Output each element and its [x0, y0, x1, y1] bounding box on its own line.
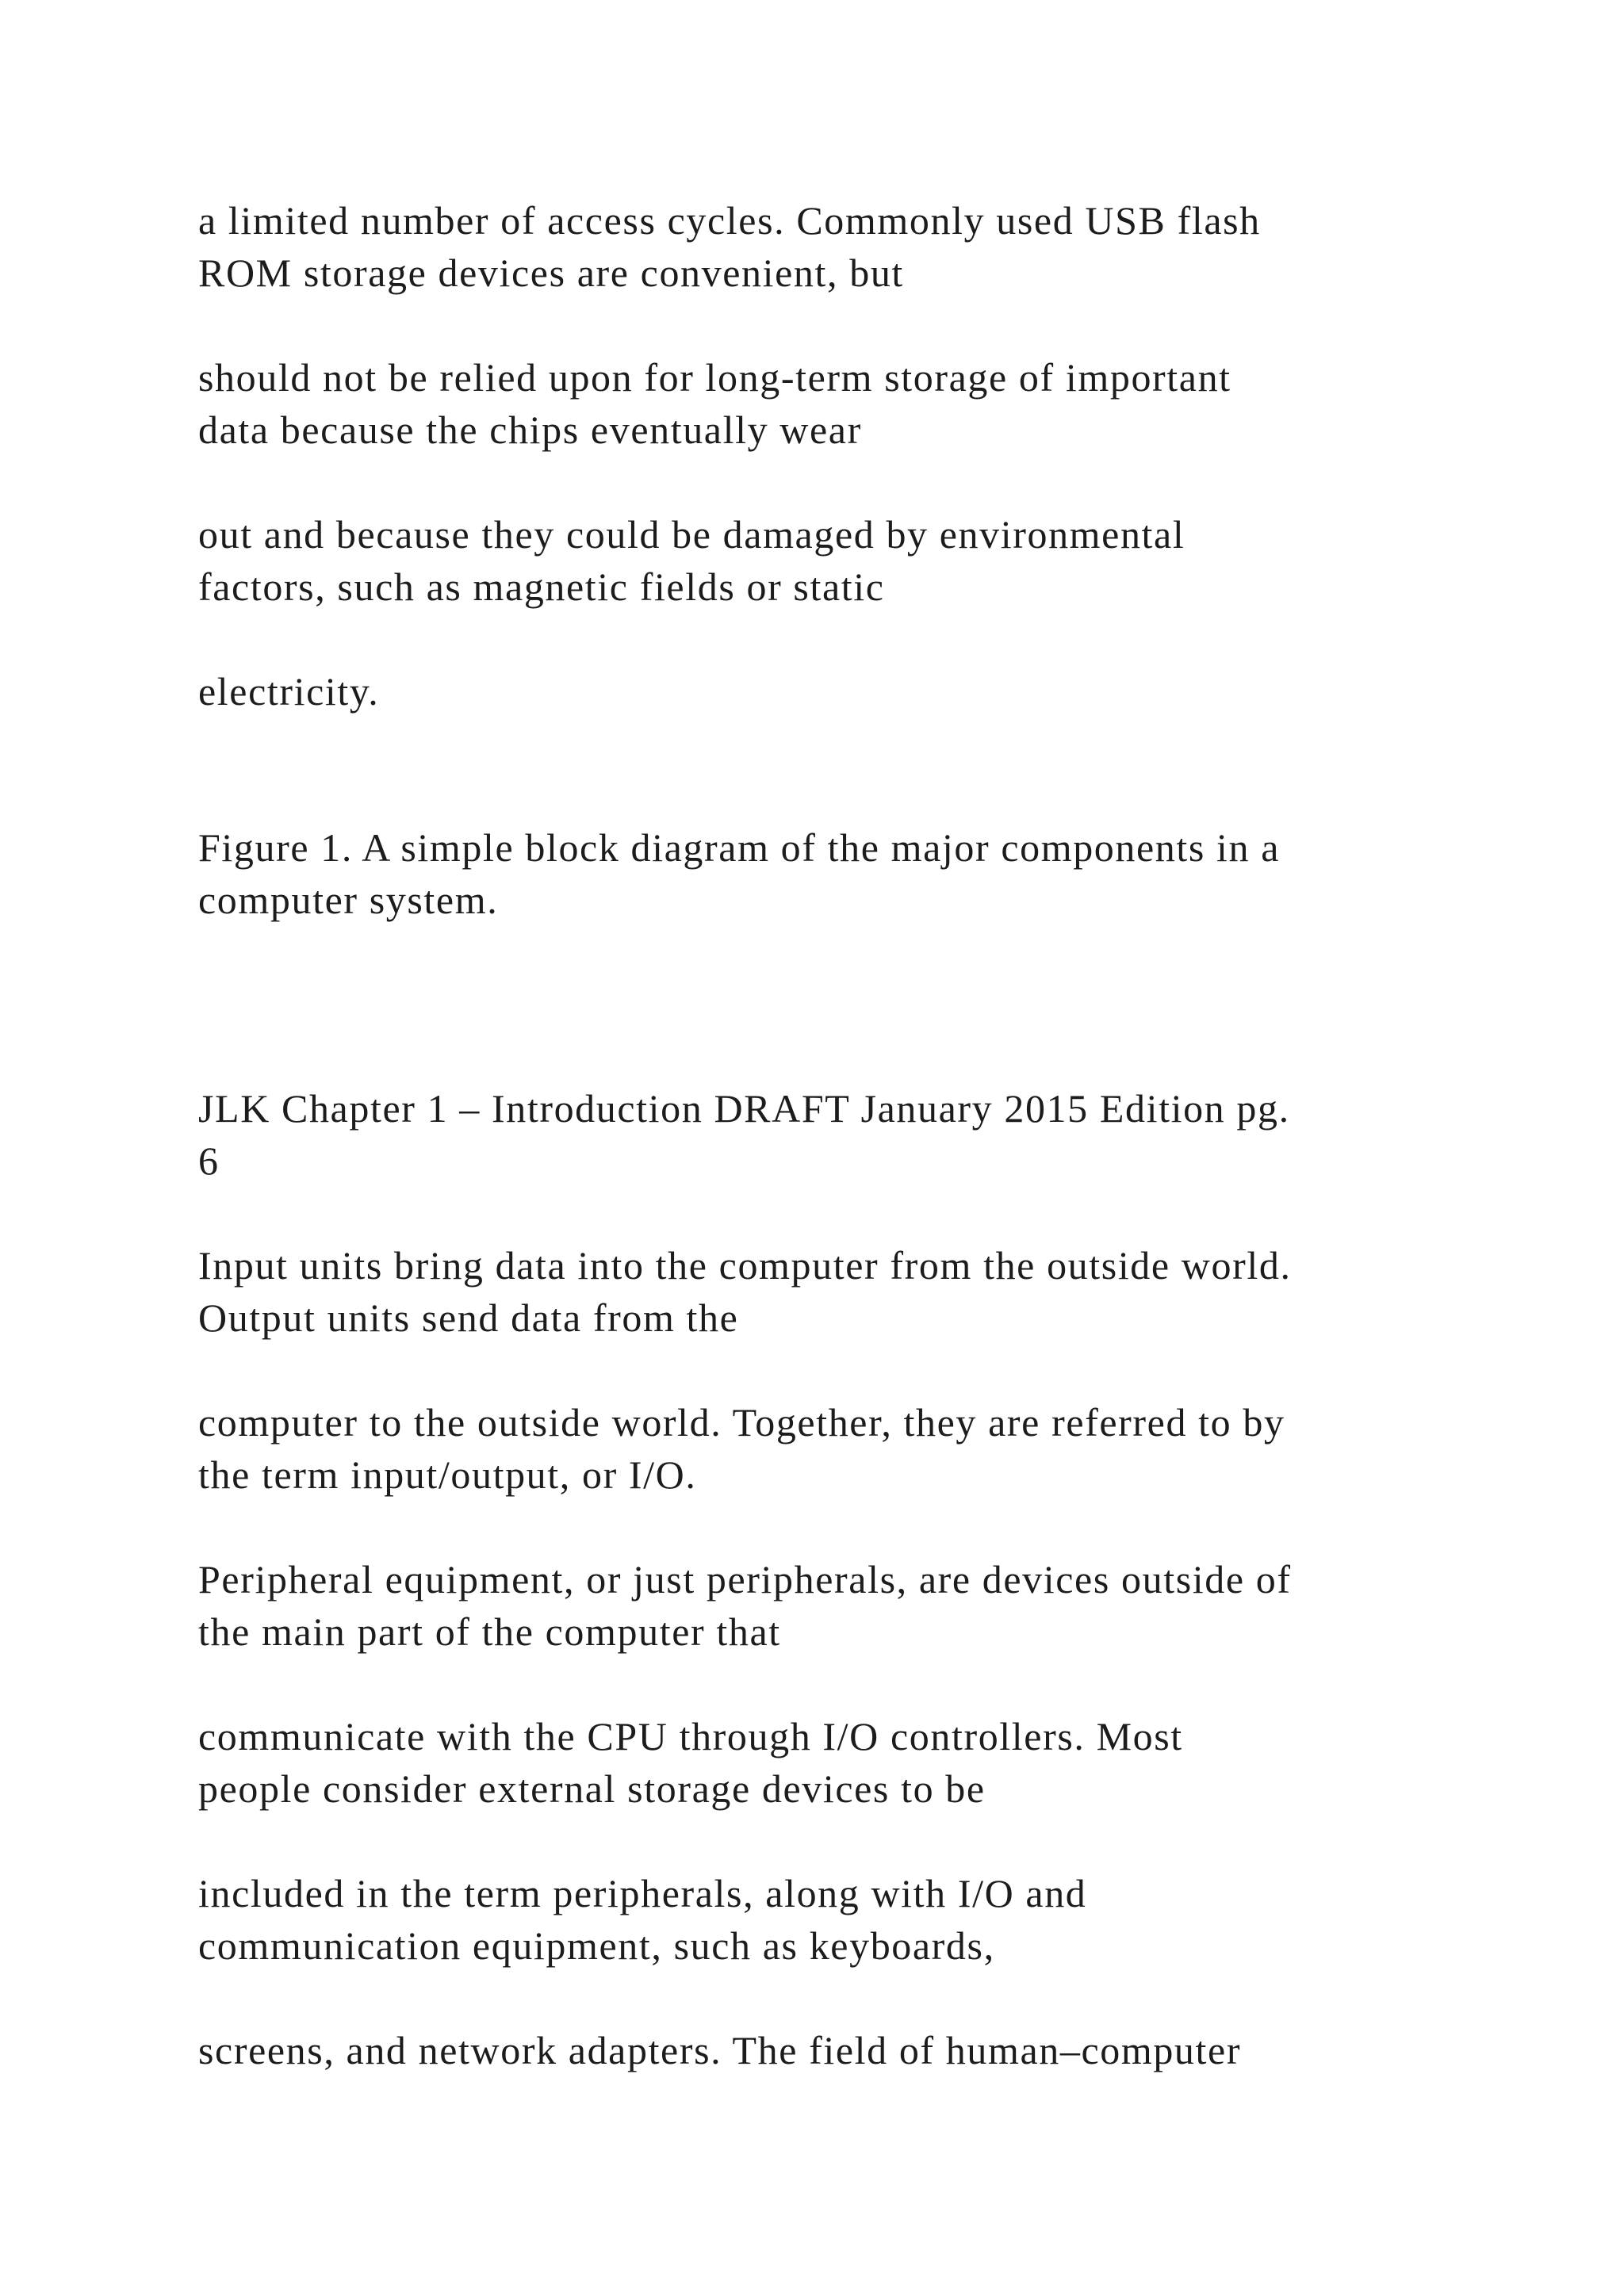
figure-caption	[198, 821, 1467, 926]
paragraph-human-computer	[198, 2024, 1467, 2076]
paragraph-long-term-storage	[198, 351, 1467, 456]
text-line: the main part of the computer that	[198, 1609, 781, 1654]
text-line: Figure 1. A simple block diagram of the major components in a	[198, 825, 1281, 870]
paragraph-io	[198, 1396, 1467, 1501]
paragraph-electricity	[198, 665, 1467, 718]
running-header	[198, 1082, 1467, 1187]
text-line: computer to the outside world. Together, they are referred to by	[198, 1400, 1285, 1445]
text-line: communicate with the CPU through I/O controllers. Most	[198, 1714, 1183, 1758]
text-line: data because the chips eventually wear	[198, 408, 862, 452]
page-number: 6	[198, 1138, 220, 1183]
text-line: screens, and network adapters. The field of human–computer	[198, 2028, 1242, 2072]
text-line: included in the term peripherals, along with I/O and	[198, 1871, 1087, 1915]
text-line: communication equipment, such as keyboards,	[198, 1923, 995, 1968]
text-line: out and because they could be damaged by environmental	[198, 512, 1185, 557]
text-line: electricity.	[198, 669, 380, 714]
text-line: JLK Chapter 1 – Introduction DRAFT January 2015 Edition pg.	[198, 1086, 1290, 1131]
text-line: Peripheral equipment, or just peripherals, are devices outside of	[198, 1557, 1292, 1601]
paragraph-io-controllers	[198, 1710, 1467, 1815]
paragraph-input-units	[198, 1239, 1467, 1344]
paragraph-environmental-factors	[198, 508, 1467, 613]
text-line: ROM storage devices are convenient, but	[198, 251, 904, 295]
text-line: factors, such as magnetic fields or static	[198, 564, 885, 609]
text-line: should not be relied upon for long-term storage of important	[198, 355, 1231, 400]
paragraph-communication-equipment	[198, 1867, 1467, 1972]
paragraph-flash-rom	[198, 194, 1467, 299]
text-line: Input units bring data into the computer from the outside world.	[198, 1243, 1292, 1288]
paragraph-peripherals	[198, 1553, 1467, 1658]
text-line: Output units send data from the	[198, 1295, 739, 1340]
text-line: a limited number of access cycles. Commonly used USB flash	[198, 198, 1261, 243]
text-line: the term input/output, or I/O.	[198, 1452, 697, 1497]
text-line: people consider external storage devices to be	[198, 1766, 986, 1811]
text-line: computer system.	[198, 878, 499, 922]
